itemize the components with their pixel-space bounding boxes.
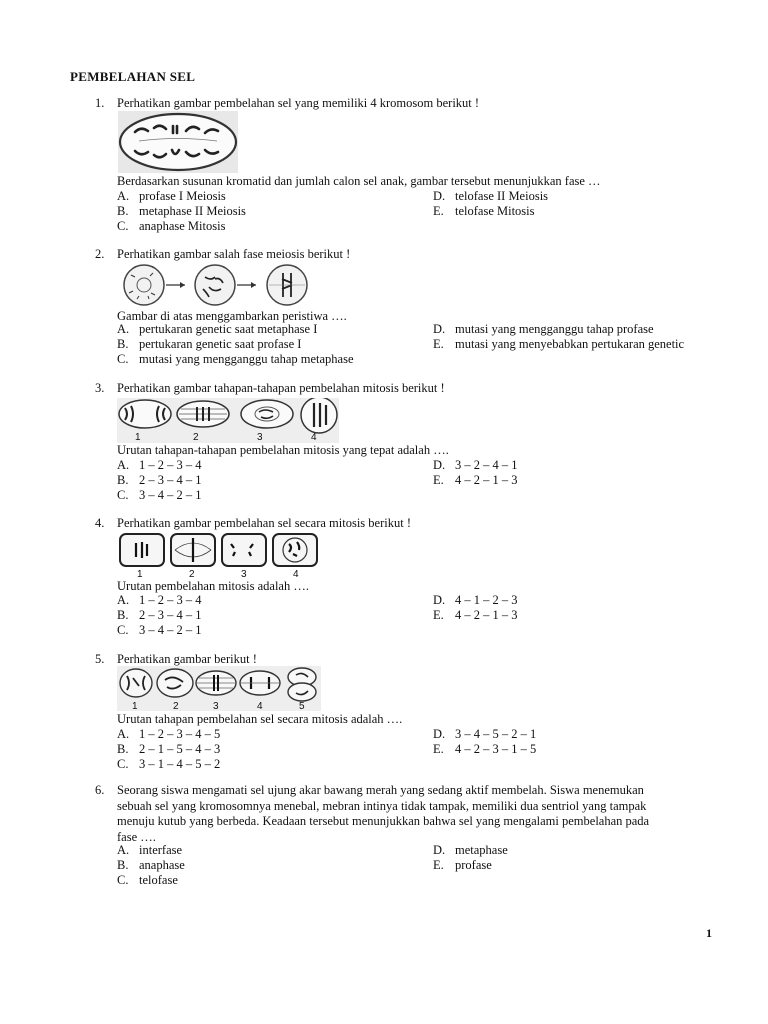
question-text: Perhatikan gambar pembelahan sel yang memiliki 4 kromosom berikut ! — [117, 96, 480, 110]
figure-label-3: 3 — [213, 701, 219, 711]
option-b[interactable]: B. anaphase — [117, 858, 185, 872]
figure-label-1: 1 — [132, 701, 138, 711]
figure-label-2: 2 — [193, 432, 199, 443]
option-e[interactable]: E. 4 – 2 – 1 – 3 — [433, 473, 518, 487]
question-text: Perhatikan gambar berikut ! — [117, 652, 257, 666]
option-c[interactable]: C. 3 – 1 – 4 – 5 – 2 — [117, 757, 221, 771]
question-line: Seorang siswa mengamati sel ujung akar bawang merah yang sedang aktif membelah. Siswa menemukan — [117, 783, 644, 797]
question-stem: Berdasarkan susunan kromatid dan jumlah calon sel anak, gambar tersebut menunjukkan fase … — [117, 174, 601, 188]
option-d[interactable]: D. metaphase — [433, 843, 508, 857]
mitosis-stages-figure — [117, 398, 339, 443]
option-b[interactable]: B. 2 – 3 – 4 – 1 — [117, 473, 202, 487]
question-line: fase …. — [117, 829, 156, 844]
question-number: 6. — [95, 783, 105, 797]
figure-label-4: 4 — [311, 432, 317, 443]
question-stem: Gambar di atas menggambarkan peristiwa …. — [117, 309, 347, 323]
option-e[interactable]: E. 4 – 2 – 3 – 1 – 5 — [433, 742, 537, 756]
option-d[interactable]: D. 4 – 1 – 2 – 3 — [433, 593, 518, 607]
figure-label-4: 4 — [293, 569, 299, 579]
question-number: 5. — [95, 652, 105, 666]
question-stem: Urutan tahapan pembelahan sel secara mitosis adalah …. — [117, 712, 403, 726]
option-e[interactable]: E. 4 – 2 – 1 – 3 — [433, 608, 518, 622]
option-b[interactable]: B. 2 – 3 – 4 – 1 — [117, 608, 202, 622]
option-b[interactable]: B. 2 – 1 – 5 – 4 – 3 — [117, 742, 221, 756]
question-text: Perhatikan gambar tahapan-tahapan pembelahan mitosis berikut ! — [117, 381, 445, 395]
option-a[interactable]: A. interfase — [117, 843, 183, 857]
option-a[interactable]: A. pertukaran genetic saat metaphase I — [117, 322, 318, 336]
option-c[interactable]: C. telofase — [117, 873, 178, 887]
mitosis-cells-figure — [117, 532, 323, 579]
question-text: Perhatikan gambar pembelahan sel secara mitosis berikut ! — [117, 516, 411, 530]
option-a[interactable]: A. 1 – 2 – 3 – 4 — [117, 458, 202, 472]
page-number: 1 — [706, 926, 712, 940]
figure-label-3: 3 — [241, 569, 247, 579]
figure-label-3: 3 — [257, 432, 263, 443]
option-a[interactable]: A. 1 – 2 – 3 – 4 — [117, 593, 202, 607]
option-e[interactable]: E. profase — [433, 858, 492, 872]
option-b[interactable]: B. pertukaran genetic saat profase I — [117, 337, 302, 351]
cell-division-figure — [117, 110, 239, 174]
option-c[interactable]: C. anaphase Mitosis — [117, 219, 226, 233]
question-number: 3. — [95, 381, 105, 395]
figure-label-1: 1 — [137, 569, 143, 579]
meiosis-phase-figure — [117, 263, 317, 307]
question-text: Perhatikan gambar salah fase meiosis berikut ! — [117, 247, 351, 261]
question-stem: Urutan tahapan-tahapan pembelahan mitosis yang tepat adalah …. — [117, 443, 449, 457]
option-c[interactable]: C. 3 – 4 – 2 – 1 — [117, 488, 202, 502]
question-number: 2. — [95, 247, 105, 261]
question-number: 4. — [95, 516, 105, 530]
figure-label-2: 2 — [173, 701, 179, 711]
option-d[interactable]: D. 3 – 4 – 5 – 2 – 1 — [433, 727, 537, 741]
option-e[interactable]: E. telofase Mitosis — [433, 204, 535, 218]
option-c[interactable]: C. mutasi yang mengganggu tahap metaphase — [117, 352, 354, 366]
question-line: sebuah sel yang kromosomnya menebal, mebran intinya tidak tampak, memiliki dua sentriol yang tampak — [117, 798, 647, 813]
option-d[interactable]: D. 3 – 2 – 4 – 1 — [433, 458, 518, 472]
option-d[interactable]: D. telofase II Meiosis — [433, 189, 549, 203]
question-paragraph — [117, 783, 707, 845]
figure-label-5: 5 — [299, 701, 305, 711]
cell-division-stages-figure — [117, 666, 321, 711]
option-c[interactable]: C. 3 – 4 – 2 – 1 — [117, 623, 202, 637]
option-a[interactable]: A. 1 – 2 – 3 – 4 – 5 — [117, 727, 221, 741]
option-d[interactable]: D. mutasi yang mengganggu tahap profase — [433, 322, 654, 336]
question-number: 1. — [95, 96, 105, 110]
question-line: menuju kutub yang berbeda. Keadaan tersebut menunjukkan bahwa sel yang mengalami pembelahan pada — [117, 814, 650, 828]
question-stem: Urutan pembelahan mitosis adalah …. — [117, 579, 309, 593]
figure-label-2: 2 — [189, 569, 195, 579]
figure-label-1: 1 — [135, 432, 141, 443]
figure-label-4: 4 — [257, 701, 263, 711]
page-title: PEMBELAHAN SEL — [70, 69, 196, 84]
option-b[interactable]: B. metaphase II Meiosis — [117, 204, 246, 218]
option-e[interactable]: E. mutasi yang menyebabkan pertukaran genetic — [433, 337, 685, 351]
option-a[interactable]: A. profase I Meiosis — [117, 189, 226, 203]
